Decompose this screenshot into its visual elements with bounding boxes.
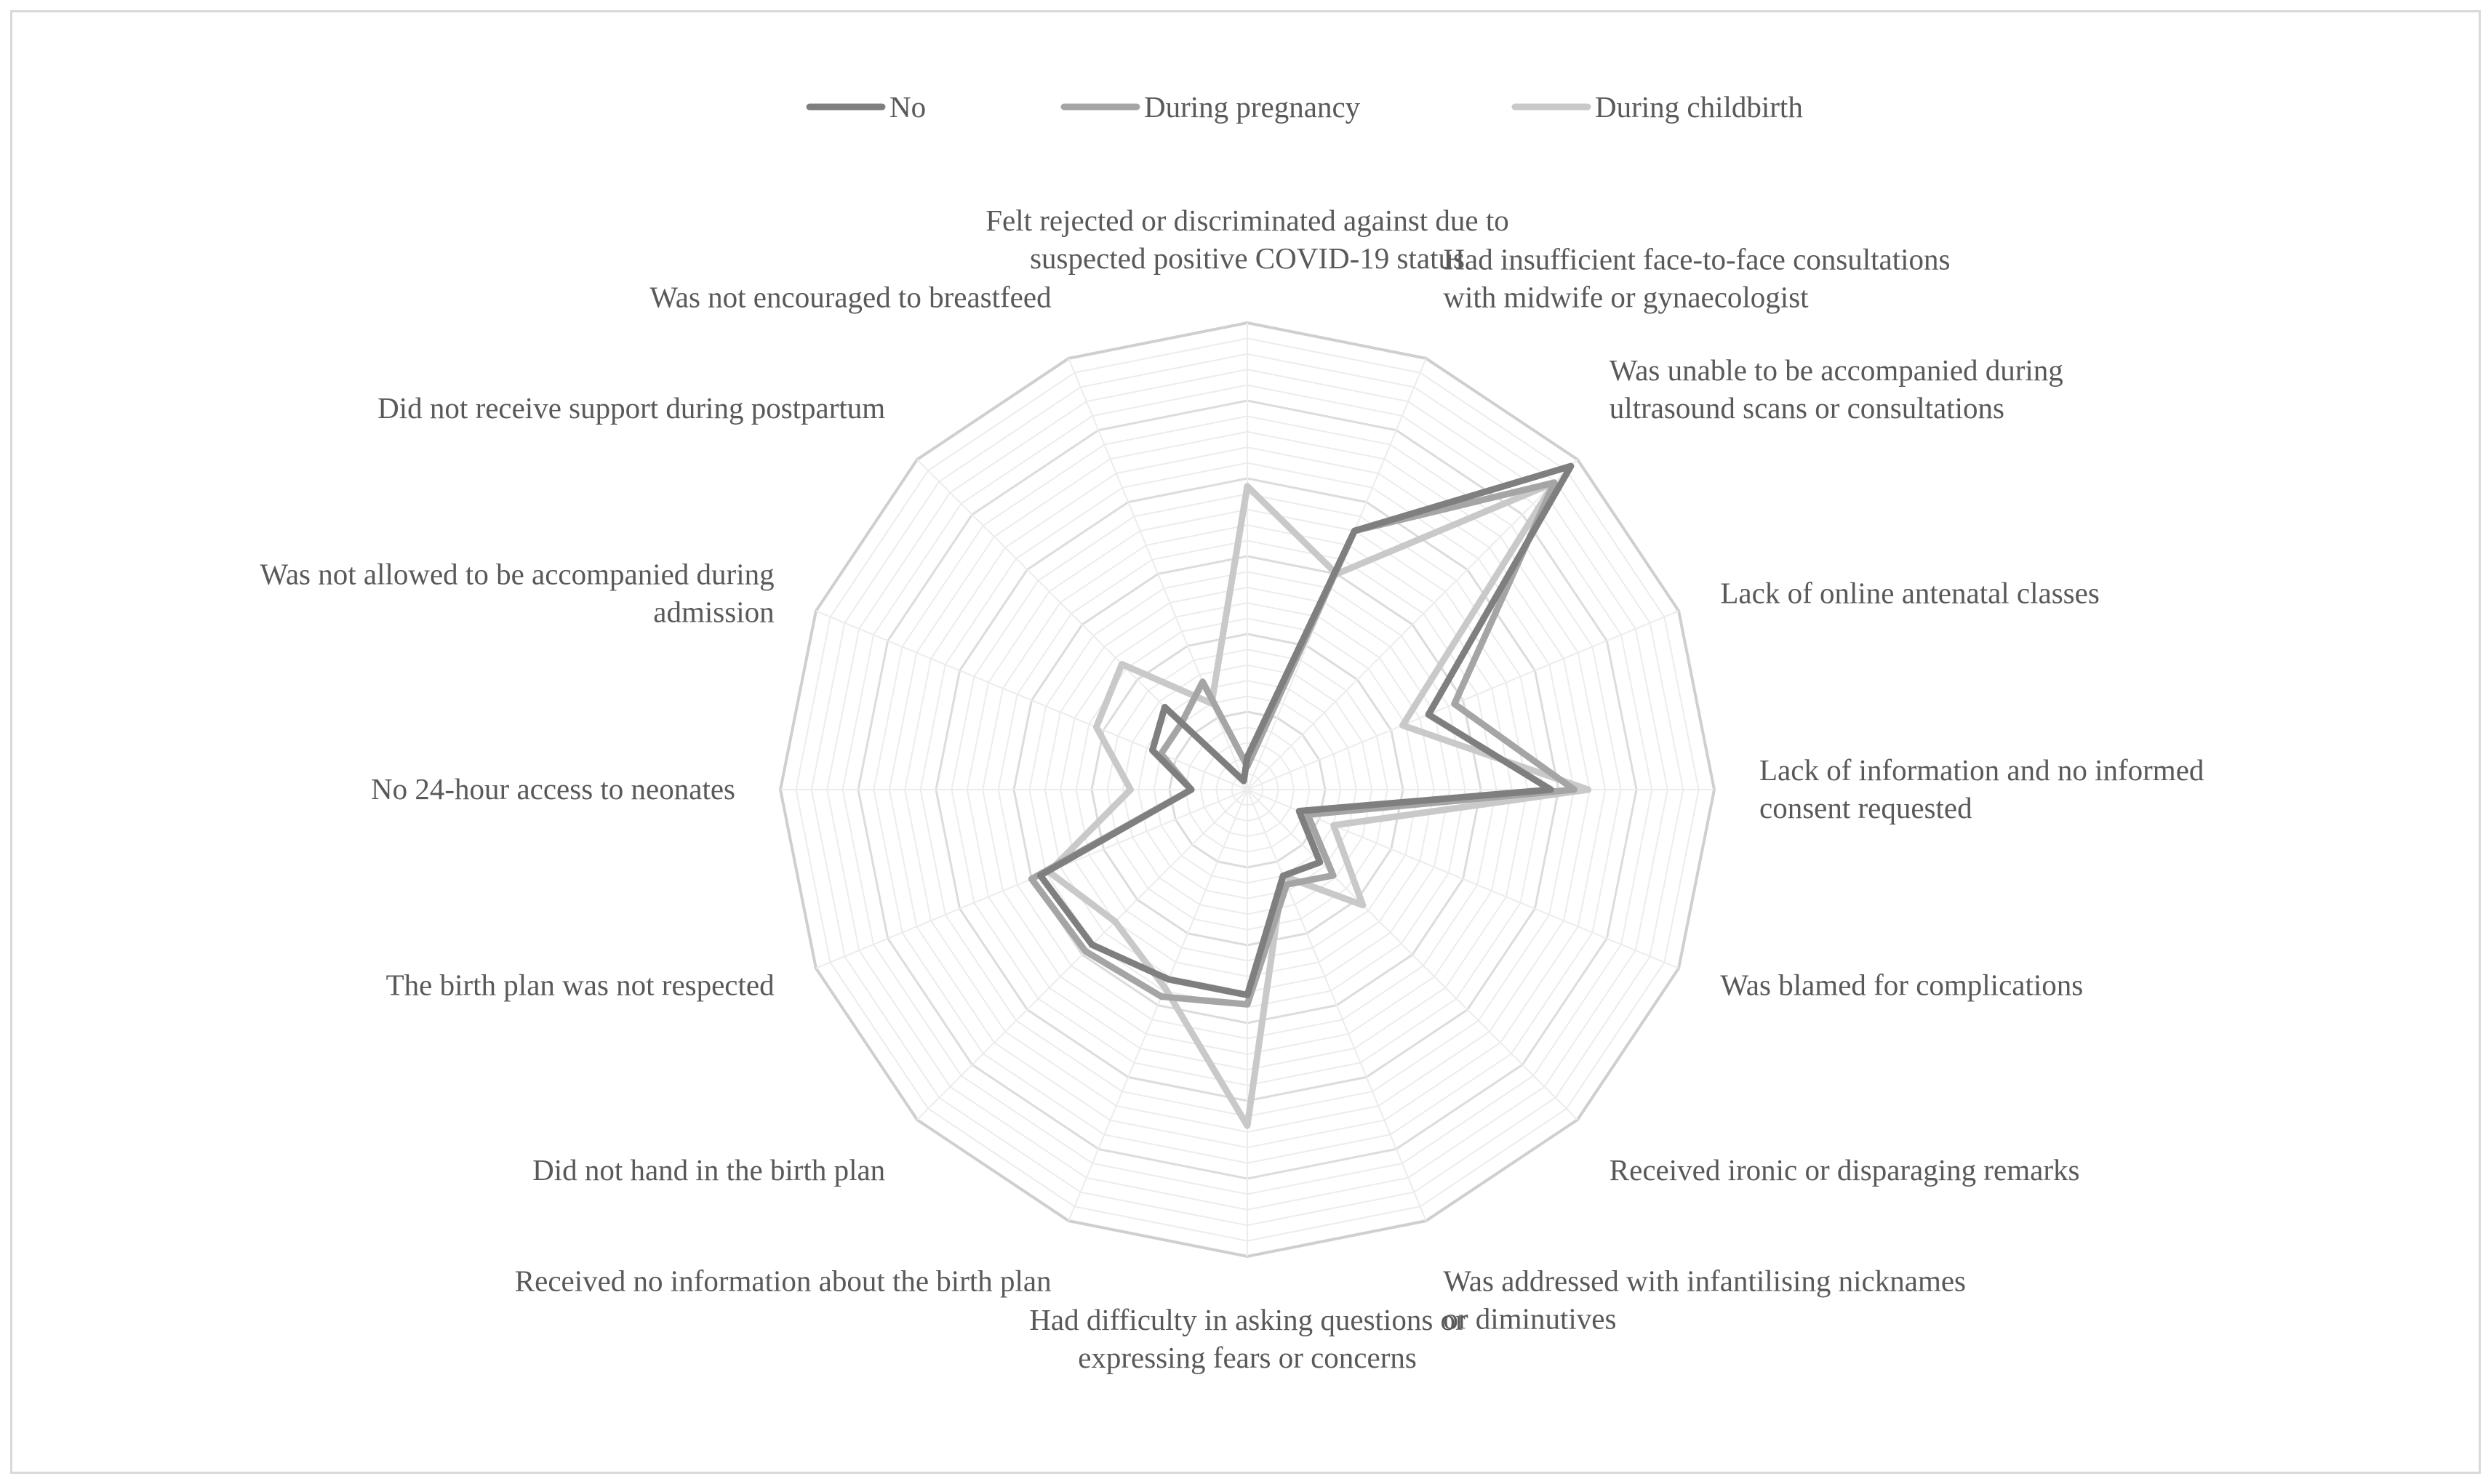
axis-label-line: Was not encouraged to breastfeed bbox=[649, 280, 1052, 314]
axis-spoke bbox=[1247, 790, 1578, 1120]
legend-item[interactable] bbox=[809, 90, 926, 124]
axis-label-line: suspected positive COVID-19 status bbox=[1030, 241, 1465, 275]
axis-label bbox=[1029, 1303, 1466, 1374]
legend-label: During pregnancy bbox=[1144, 90, 1361, 124]
axis-label-line: admission bbox=[653, 595, 775, 629]
axis-label-line: Was addressed with infantilising nicknames bbox=[1443, 1264, 1967, 1298]
axis-spoke bbox=[1247, 611, 1679, 790]
axis-spoke bbox=[1247, 790, 1426, 1221]
axis-label bbox=[649, 281, 1051, 314]
axis-label bbox=[386, 968, 775, 1001]
axis-spoke bbox=[1247, 460, 1578, 790]
axis-label-line: Was blamed for complications bbox=[1720, 968, 2084, 1002]
axis-label bbox=[371, 772, 735, 806]
axis-label-line: expressing fears or concerns bbox=[1078, 1341, 1417, 1374]
axis-label bbox=[1610, 353, 2063, 425]
axis-label-line: Felt rejected or discriminated against due to bbox=[985, 204, 1509, 237]
axis-label-line: consent requested bbox=[1759, 791, 1972, 825]
axis-label bbox=[1443, 1264, 1966, 1335]
legend-label: During childbirth bbox=[1595, 90, 1803, 124]
axis-label-line: No 24-hour access to neonates bbox=[371, 772, 735, 806]
axis-label bbox=[532, 1153, 885, 1187]
axis-label-line: Was not allowed to be accompanied during bbox=[260, 557, 775, 591]
axis-spoke bbox=[1068, 790, 1247, 1221]
axis-label-line: Had insufficient face-to-face consultations bbox=[1443, 242, 1951, 276]
axis-spoke bbox=[816, 611, 1247, 790]
axis-label bbox=[377, 391, 885, 425]
axis-label-line: Had difficulty in asking questions or bbox=[1029, 1303, 1466, 1336]
radar-chart bbox=[12, 12, 2483, 1476]
axis-label-line: The birth plan was not respected bbox=[385, 968, 775, 1002]
axis-label bbox=[1443, 243, 1950, 314]
series-line-during-pregnancy bbox=[1031, 483, 1574, 1005]
legend-item[interactable] bbox=[1515, 90, 1803, 124]
axis-label bbox=[1720, 577, 2099, 610]
axis-label-line: Lack of information and no informed bbox=[1759, 753, 2204, 787]
axis-label-line: Received no information about the birth plan bbox=[514, 1264, 1052, 1298]
axis-label bbox=[515, 1264, 1052, 1297]
axis-label bbox=[985, 204, 1509, 275]
axis-label-line: or diminutives bbox=[1443, 1301, 1617, 1336]
axis-label bbox=[1610, 1153, 2080, 1187]
legend bbox=[809, 90, 1803, 124]
axis-label-line: Lack of online antenatal classes bbox=[1720, 576, 2100, 610]
axis-label-line: Was unable to be accompanied during bbox=[1609, 353, 2063, 388]
axis-label-line: ultrasound scans or consultations bbox=[1609, 391, 2004, 425]
axis-label-line: with midwife or gynaecologist bbox=[1443, 280, 1809, 314]
chart-frame bbox=[10, 10, 2481, 1474]
axis-label bbox=[260, 558, 774, 629]
axis-label-line: Did not receive support during postpartum bbox=[377, 391, 886, 425]
axis-label-line: Did not hand in the birth plan bbox=[532, 1152, 886, 1187]
axis-label-line: Received ironic or disparaging remarks bbox=[1609, 1152, 2080, 1187]
legend-label: No bbox=[889, 90, 927, 124]
axis-label bbox=[1720, 968, 2083, 1001]
axis-label bbox=[1759, 753, 2204, 825]
legend-item[interactable] bbox=[1064, 90, 1361, 124]
